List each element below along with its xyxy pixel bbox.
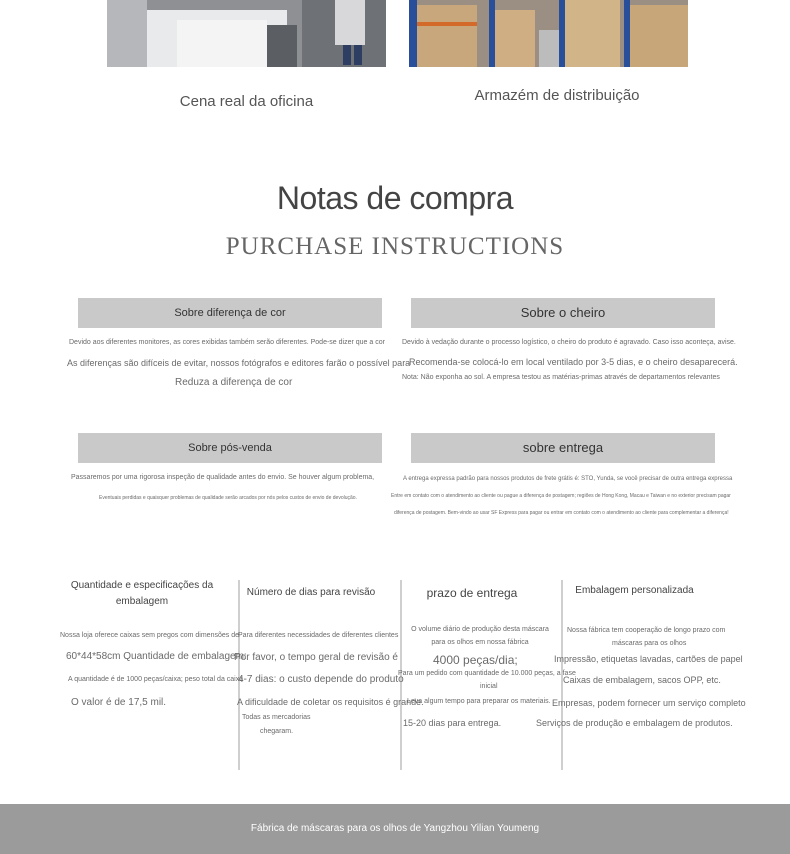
packaging-spec-line2: 60*44*58cm Quantidade de embalagem:: [66, 651, 247, 662]
delivery-time-line2: para os olhos em nossa fábrica: [431, 639, 529, 646]
revision-days-line2: Por favor, o tempo geral de revisão é: [234, 652, 398, 663]
smell-line1: Devido à vedação durante o processo logístico, o cheiro do produto é agravado. Caso isso aconteça, avise.: [402, 339, 736, 346]
delivery-header: sobre entrega: [411, 433, 715, 463]
footer-text: Fábrica de máscaras para os olhos de Yangzhou Yilian Youmeng: [250, 823, 540, 834]
packaging-spec-line3: A quantidade é de 1000 peças/caixa; peso total da caixa: [68, 676, 244, 683]
custom-packaging-line6: Serviços de produção e embalagem de produtos.: [536, 718, 733, 728]
delivery-time-line4: Para um pedido com quantidade de 10.000 peças, a fase: [398, 670, 576, 677]
custom-packaging-line3: Impressão, etiquetas lavadas, cartões de papel: [554, 654, 743, 664]
revision-days-line6: chegaram.: [260, 728, 294, 735]
custom-packaging-line5: Empresas, podem fornecer um serviço completo: [552, 698, 746, 708]
workshop-image: [107, 0, 386, 67]
workshop-photo: [107, 0, 386, 67]
color-difference-header: Sobre diferença de cor: [78, 298, 382, 328]
workshop-caption: Cena real da oficina: [179, 93, 314, 110]
custom-packaging-line2: máscaras para os olhos: [612, 640, 687, 647]
packaging-spec-title: Quantidade e especificações da embalagem: [70, 580, 214, 607]
revision-days-line4: A dificuldade de coletar os requisitos é grande.: [237, 697, 424, 707]
delivery-time-line1: O volume diário de produção desta máscara: [411, 626, 549, 633]
revision-days-line5: Todas as mercadorias: [242, 714, 311, 721]
section-subtitle: PURCHASE INSTRUCTIONS: [225, 233, 565, 260]
after-sale-line2: Eventuais perdidas e quaisquer problemas de qualidade serão arcados por nós pelos custos de envio de devolução.: [99, 495, 357, 501]
section-title: Notas de compra: [276, 180, 514, 216]
delivery-time-line3: 4000 peças/dia;: [433, 653, 518, 667]
delivery-time-line6: Leva algum tempo para preparar os materiais.: [407, 698, 551, 705]
packaging-spec-line1: Nossa loja oferece caixas sem pregos com dimensões de: [60, 632, 239, 639]
after-sale-header: Sobre pós-venda: [78, 433, 382, 463]
delivery-line2: Entre em contato com o atendimento ao cliente ou pague a diferença de postagem; regiões de Hong Kong, Macau e Taiwan e no exterior precisam pagar: [391, 493, 731, 499]
warehouse-image: [409, 0, 688, 67]
revision-days-line1: Para diferentes necessidades de diferentes clientes: [238, 632, 399, 639]
color-difference-line1: Devido aos diferentes monitores, as cores exibidas também serão diferentes. Pode-se dizer que a cor: [69, 339, 385, 346]
revision-days-line3: 4-7 dias: o custo depende do produto: [238, 674, 404, 685]
warehouse-caption: Armazém de distribuição: [474, 87, 640, 104]
custom-packaging-title: Embalagem personalizada: [575, 585, 694, 596]
delivery-line1: A entrega expressa padrão para nossos produtos de frete grátis é: STO, Yunda, se você precisar de outra entrega expressa: [403, 476, 733, 482]
delivery-time-line7: 15-20 dias para entrega.: [403, 718, 502, 728]
custom-packaging-line1: Nossa fábrica tem cooperação de longo prazo com: [567, 627, 726, 634]
smell-line3: Nota: Não exponha ao sol. A empresa testou as matérias-primas através de departamentos relevantes: [402, 374, 720, 381]
smell-line2: Recomenda-se colocá-lo em local ventilado por 3-5 dias, e o cheiro desaparecerá.: [409, 357, 738, 367]
footer-bar: [0, 804, 790, 854]
delivery-line3: diferença de postagem. Bem-vindo ao usar SF Express para pagar ou entrar em contato com o atendimento ao cliente para complementar a diferença!: [394, 510, 729, 516]
color-difference-line3: Reduza a diferença de cor: [175, 377, 293, 388]
revision-days-title: Número de dias para revisão: [246, 587, 376, 598]
after-sale-line1: Passaremos por uma rigorosa inspeção de qualidade antes do envio. Se houver algum problema,: [71, 474, 375, 481]
delivery-time-line5: inicial: [480, 683, 498, 690]
warehouse-photo: [409, 0, 688, 67]
color-difference-line2: As diferenças são difíceis de evitar, nossos fotógrafos e editores farão o possível para: [67, 358, 411, 368]
custom-packaging-line4: Caixas de embalagem, sacos OPP, etc.: [563, 675, 721, 685]
smell-header: Sobre o cheiro: [411, 298, 715, 328]
packaging-spec-line4: O valor é de 17,5 mil.: [71, 697, 167, 708]
delivery-time-title: prazo de entrega: [426, 586, 518, 600]
